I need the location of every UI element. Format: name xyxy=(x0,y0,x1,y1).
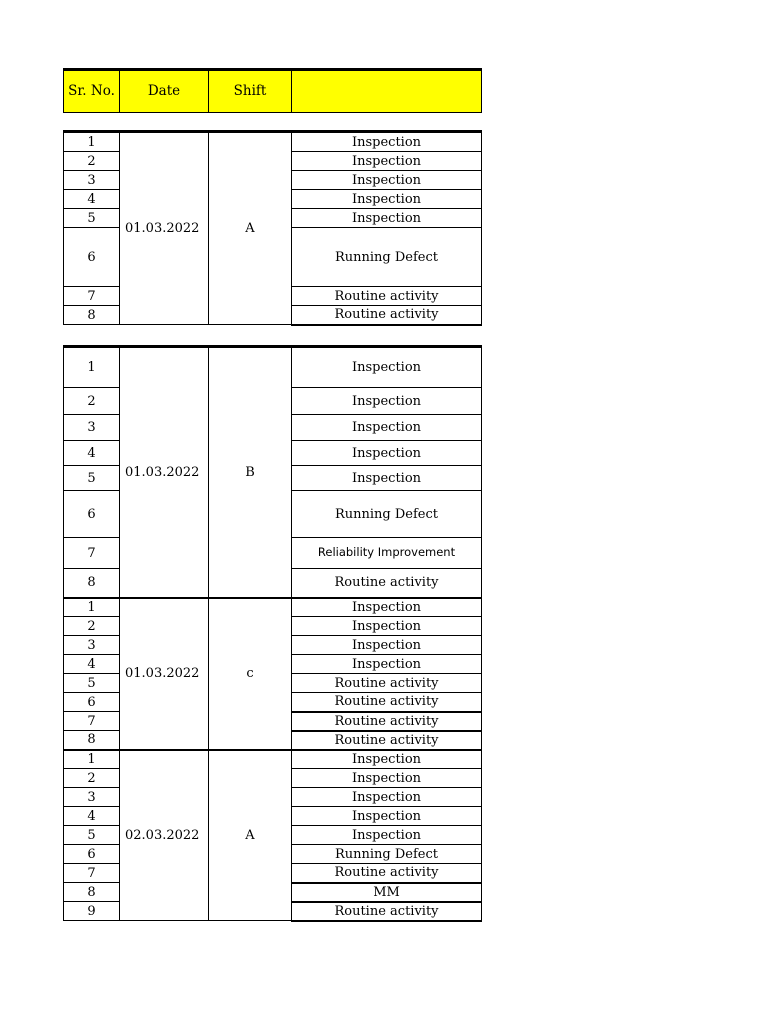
group-table-1 xyxy=(63,130,482,326)
sr-no-cell[interactable]: 3 xyxy=(64,788,120,807)
activity-cell[interactable]: Inspection xyxy=(292,441,482,466)
date-cell[interactable]: 01.03.2022 xyxy=(120,132,209,325)
activity-cell[interactable]: Inspection xyxy=(292,826,482,845)
sr-no-cell[interactable]: 1 xyxy=(64,132,120,152)
activity-cell[interactable]: Inspection xyxy=(292,388,482,415)
table-row xyxy=(64,132,482,152)
header-shift[interactable]: Shift xyxy=(209,70,292,113)
sr-no-cell[interactable]: 8 xyxy=(64,883,120,902)
activity-cell[interactable]: Routine activity xyxy=(292,712,482,731)
sr-no-cell[interactable]: 1 xyxy=(64,750,120,769)
activity-cell[interactable]: Running Defect xyxy=(292,845,482,864)
sr-no-cell[interactable]: 4 xyxy=(64,441,120,466)
sr-no-cell[interactable]: 1 xyxy=(64,347,120,388)
activity-cell[interactable]: Inspection xyxy=(292,209,482,228)
shift-cell[interactable]: B xyxy=(209,347,292,598)
activity-cell[interactable]: Inspection xyxy=(292,636,482,655)
activity-cell[interactable]: MM xyxy=(292,883,482,902)
table-row xyxy=(64,750,482,769)
activity-cell[interactable]: Inspection xyxy=(292,132,482,152)
activity-cell[interactable]: Routine activity xyxy=(292,693,482,712)
sr-no-cell[interactable]: 5 xyxy=(64,209,120,228)
header-sr-no[interactable]: Sr. No. xyxy=(64,70,120,113)
sr-no-cell[interactable]: 1 xyxy=(64,598,120,617)
sr-no-cell[interactable]: 2 xyxy=(64,769,120,788)
sr-no-cell[interactable]: 2 xyxy=(64,617,120,636)
sr-no-cell[interactable]: 6 xyxy=(64,228,120,287)
activity-cell[interactable]: Inspection xyxy=(292,655,482,674)
activity-cell[interactable]: Inspection xyxy=(292,807,482,826)
activity-cell[interactable]: Inspection xyxy=(292,788,482,807)
activity-cell[interactable]: Running Defect xyxy=(292,491,482,538)
header-row xyxy=(64,70,482,113)
sr-no-cell[interactable]: 7 xyxy=(64,864,120,883)
sr-no-cell[interactable]: 5 xyxy=(64,674,120,693)
shift-cell[interactable]: A xyxy=(209,750,292,921)
activity-cell[interactable]: Running Defect xyxy=(292,228,482,287)
activity-cell[interactable]: Routine activity xyxy=(292,731,482,750)
activity-cell[interactable]: Routine activity xyxy=(292,287,482,306)
header-table xyxy=(63,68,482,113)
sr-no-cell[interactable]: 7 xyxy=(64,538,120,569)
sr-no-cell[interactable]: 5 xyxy=(64,466,120,491)
activity-cell[interactable]: Inspection xyxy=(292,152,482,171)
date-cell[interactable]: 01.03.2022 xyxy=(120,598,209,750)
activity-cell[interactable]: Inspection xyxy=(292,750,482,769)
sr-no-cell[interactable]: 7 xyxy=(64,287,120,306)
sr-no-cell[interactable]: 2 xyxy=(64,152,120,171)
header-date[interactable]: Date xyxy=(120,70,209,113)
sr-no-cell[interactable]: 4 xyxy=(64,655,120,674)
sr-no-cell[interactable]: 4 xyxy=(64,190,120,209)
sr-no-cell[interactable]: 5 xyxy=(64,826,120,845)
header-activity[interactable] xyxy=(292,70,482,113)
group-table-2 xyxy=(63,345,482,922)
activity-cell[interactable]: Routine activity xyxy=(292,306,482,325)
activity-cell[interactable]: Reliability Improvement xyxy=(292,538,482,569)
sr-no-cell[interactable]: 2 xyxy=(64,388,120,415)
activity-cell[interactable]: Inspection xyxy=(292,171,482,190)
sr-no-cell[interactable]: 7 xyxy=(64,712,120,731)
table-row xyxy=(64,598,482,617)
date-cell[interactable]: 01.03.2022 xyxy=(120,347,209,598)
sr-no-cell[interactable]: 8 xyxy=(64,731,120,750)
shift-cell[interactable]: c xyxy=(209,598,292,750)
sr-no-cell[interactable]: 6 xyxy=(64,693,120,712)
sr-no-cell[interactable]: 3 xyxy=(64,636,120,655)
activity-cell[interactable]: Routine activity xyxy=(292,902,482,921)
sr-no-cell[interactable]: 6 xyxy=(64,845,120,864)
activity-cell[interactable]: Routine activity xyxy=(292,674,482,693)
sr-no-cell[interactable]: 6 xyxy=(64,491,120,538)
activity-cell[interactable]: Routine activity xyxy=(292,569,482,598)
date-cell[interactable]: 02.03.2022 xyxy=(120,750,209,921)
shift-cell[interactable]: A xyxy=(209,132,292,325)
activity-cell[interactable]: Inspection xyxy=(292,769,482,788)
sr-no-cell[interactable]: 8 xyxy=(64,569,120,598)
sr-no-cell[interactable]: 3 xyxy=(64,171,120,190)
activity-cell[interactable]: Inspection xyxy=(292,347,482,388)
sr-no-cell[interactable]: 3 xyxy=(64,415,120,441)
activity-cell[interactable]: Inspection xyxy=(292,598,482,617)
activity-cell[interactable]: Inspection xyxy=(292,617,482,636)
table-row xyxy=(64,347,482,388)
sr-no-cell[interactable]: 8 xyxy=(64,306,120,325)
sr-no-cell[interactable]: 9 xyxy=(64,902,120,921)
activity-cell[interactable]: Routine activity xyxy=(292,864,482,883)
sr-no-cell[interactable]: 4 xyxy=(64,807,120,826)
activity-cell[interactable]: Inspection xyxy=(292,415,482,441)
activity-cell[interactable]: Inspection xyxy=(292,190,482,209)
activity-cell[interactable]: Inspection xyxy=(292,466,482,491)
